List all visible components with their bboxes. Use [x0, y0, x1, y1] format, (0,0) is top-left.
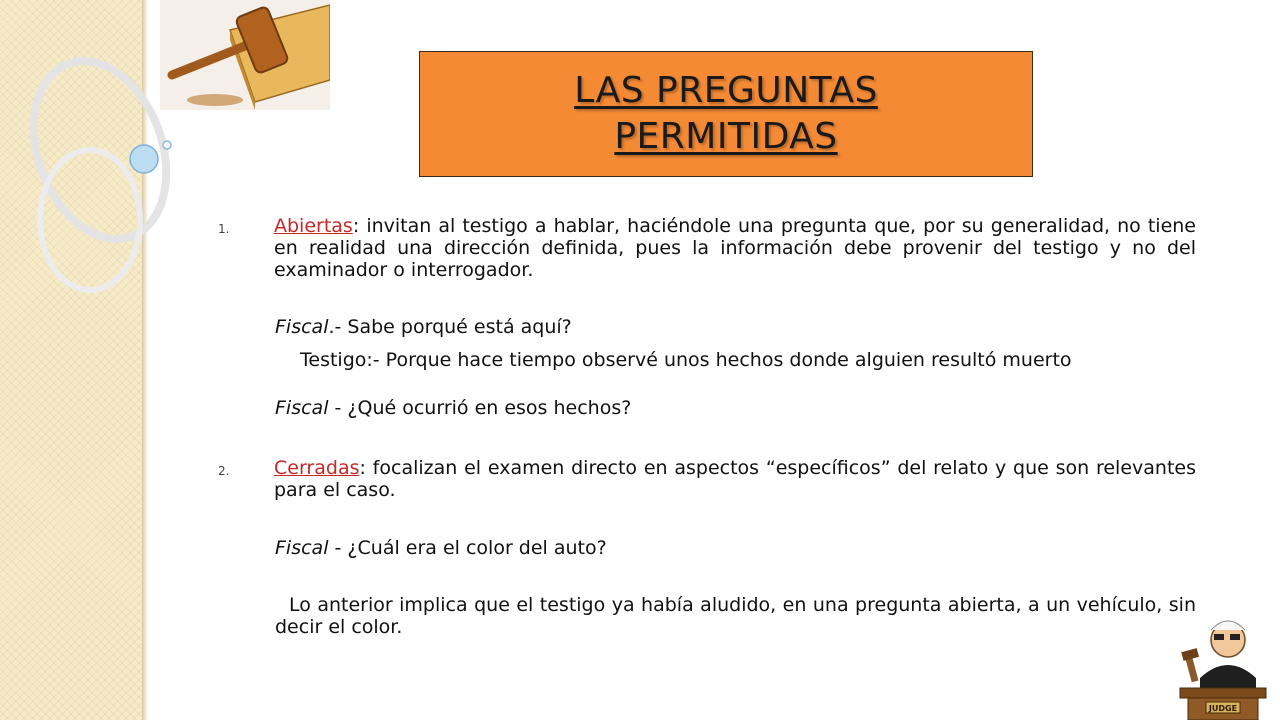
dialogue-text: .- Sabe porqué está aquí? — [328, 316, 572, 338]
page-title-line-1: LAS PREGUNTAS — [574, 70, 878, 111]
main-content — [218, 215, 1196, 281]
judge-cartoon-icon — [1178, 608, 1268, 720]
item-text: : invitan al testigo a hablar, haciéndole una pregunta que, por su generalidad, no tiene en realidad una dirección definida, pues la información debe provenir del testigo y no del examinador o interrogador. — [274, 215, 1196, 281]
term-cerradas: Cerradas — [274, 457, 360, 479]
blue-bubble-icon — [130, 145, 158, 173]
gavel-icon — [160, 0, 330, 110]
dialogue-line-2: Testigo:- Porque hace tiempo observé unos hechos donde alguien resultó muerto — [300, 349, 1072, 371]
dialogue-text: - ¿Qué ocurrió en esos hechos? — [328, 397, 632, 419]
list-number: 2. — [218, 464, 230, 478]
list-item-cerradas — [218, 457, 1196, 501]
explanation-note: Lo anterior implica que el testigo ya había aludido, en una pregunta abierta, a un vehículo, sin decir el color. — [275, 594, 1196, 638]
speaker-fiscal: Fiscal — [275, 537, 329, 559]
small-bubble-icon — [163, 141, 171, 149]
second-list — [218, 457, 1196, 501]
speaker-fiscal: Fiscal — [275, 397, 329, 419]
title-box — [419, 51, 1033, 177]
dialogue-line-4 — [275, 537, 607, 559]
list-number: 1. — [218, 222, 230, 236]
term-abiertas: Abiertas — [274, 215, 353, 237]
item-text: : focalizan el examen directo en aspectos “específicos” del relato y que son relevantes para el caso. — [274, 457, 1196, 501]
dialogue-line-1 — [275, 316, 572, 338]
dialogue-line-3 — [275, 397, 631, 419]
list-item-abiertas — [218, 215, 1196, 281]
judge-sign-text: JUDGE — [1208, 704, 1238, 713]
page-title-line-2: PERMITIDAS — [614, 116, 838, 157]
speaker-fiscal: Fiscal — [275, 316, 329, 338]
dialogue-text: - ¿Cuál era el color del auto? — [328, 537, 607, 559]
